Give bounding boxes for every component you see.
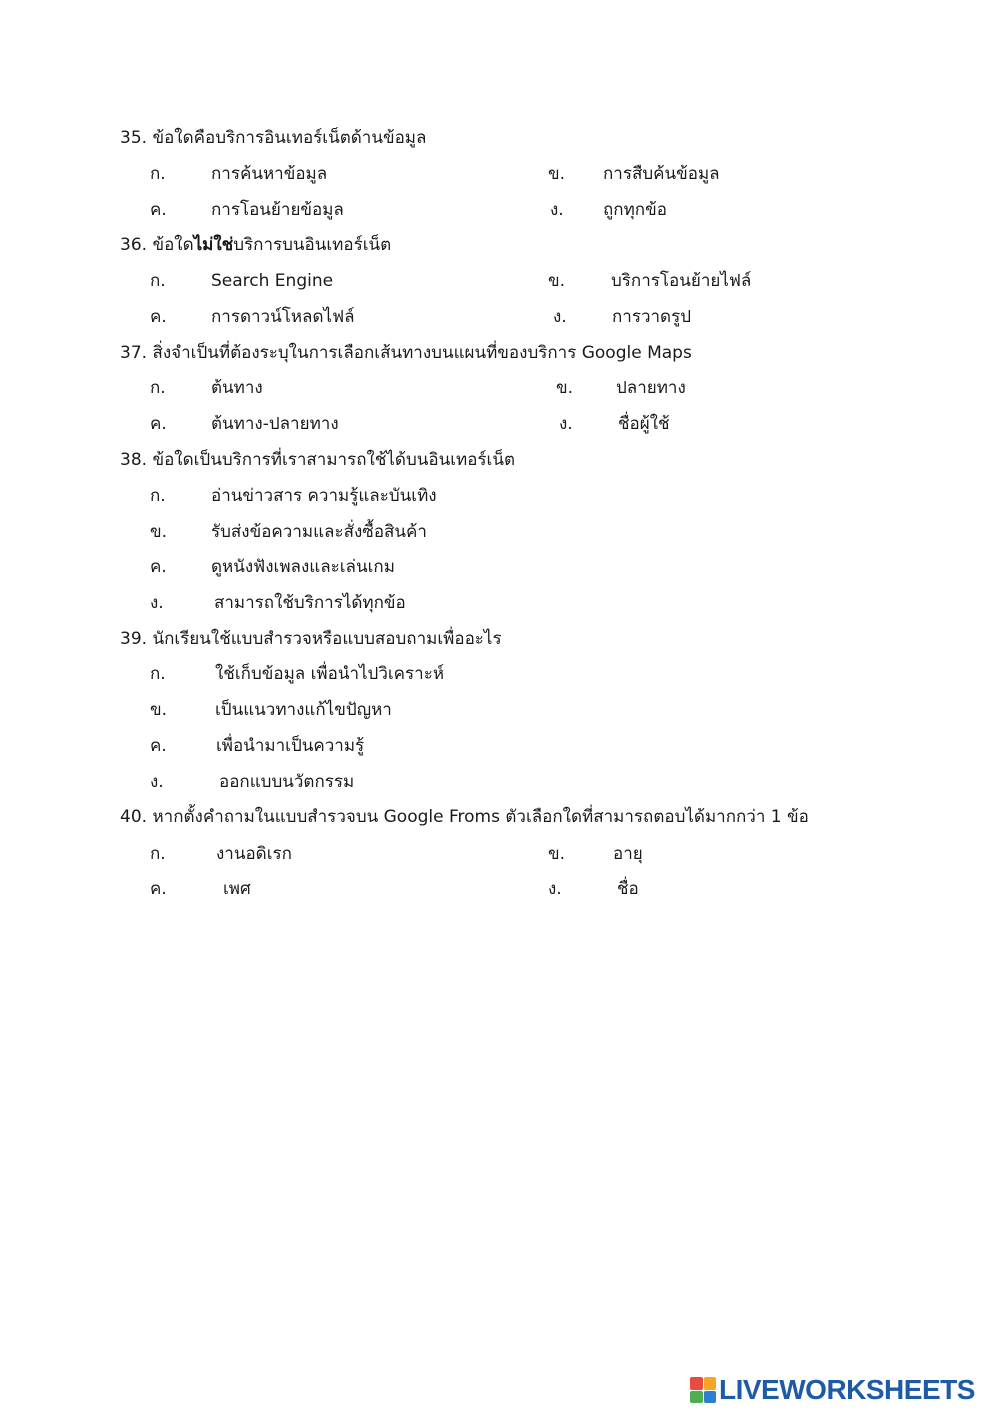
option-label: ข. xyxy=(548,271,566,291)
option-label: ง. xyxy=(559,414,573,434)
question-35: 35. ข้อใดคือบริการอินเทอร์เน็ตด้านข้อมูล xyxy=(120,128,427,148)
option-text: การดาวน์โหลดไฟล์ xyxy=(211,307,355,327)
option-label: ง. xyxy=(150,772,164,792)
option-text: ชื่อ xyxy=(617,879,639,899)
option-text: การวาดรูป xyxy=(612,307,692,327)
option-label: ข. xyxy=(150,522,168,542)
option-label: ง. xyxy=(150,593,164,613)
option-text: การค้นหาข้อมูล xyxy=(211,164,328,184)
option-text: บริการโอนย้ายไฟล์ xyxy=(611,271,752,291)
option-text: การสืบค้นข้อมูล xyxy=(603,164,720,184)
option-text: เพื่อนำมาเป็นความรู้ xyxy=(216,736,365,756)
option-label: ก. xyxy=(150,844,166,864)
option-text: ดูหนังฟังเพลงและเล่นเกม xyxy=(211,557,395,577)
liveworksheets-logo xyxy=(690,1374,975,1406)
option-text: เพศ xyxy=(223,879,251,899)
option-text: เป็นแนวทางแก้ไขปัญหา xyxy=(215,700,392,720)
option-label: ค. xyxy=(150,879,167,899)
option-label: ค. xyxy=(150,736,167,756)
option-label: ข. xyxy=(548,164,566,184)
option-label: ก. xyxy=(150,164,166,184)
option-label: ก. xyxy=(150,271,166,291)
question-40: 40. หากตั้งคำถามในแบบสำรวจบน Google Froms ตัวเลือกใดที่สามารถตอบได้มากกว่า 1 ข้อ xyxy=(120,807,809,827)
option-label: ข. xyxy=(548,844,566,864)
option-text: รับส่งข้อความและสั่งซื้อสินค้า xyxy=(211,522,427,542)
option-label: ค. xyxy=(150,414,167,434)
option-label: ง. xyxy=(548,879,562,899)
option-label: ก. xyxy=(150,664,166,684)
option-text: ปลายทาง xyxy=(616,378,686,398)
option-text: ต้นทาง xyxy=(211,378,263,398)
option-label: ง. xyxy=(553,307,567,327)
option-text: งานอดิเรก xyxy=(216,844,292,864)
question-37: 37. สิ่งจำเป็นที่ต้องระบุในการเลือกเส้นทางบนแผนที่ของบริการ Google Maps xyxy=(120,343,692,363)
option-text: ถูกทุกข้อ xyxy=(603,200,667,220)
option-text: ออกแบบนวัตกรรม xyxy=(219,772,355,792)
option-text: ใช้เก็บข้อมูล เพื่อนำไปวิเคราะห์ xyxy=(215,664,445,684)
option-text: อ่านข่าวสาร ความรู้และบันเทิง xyxy=(211,486,437,506)
option-label: ค. xyxy=(150,200,167,220)
option-text: ต้นทาง-ปลายทาง xyxy=(211,414,339,434)
option-label: ค. xyxy=(150,307,167,327)
question-38: 38. ข้อใดเป็นบริการที่เราสามารถใช้ได้บนอินเทอร์เน็ต xyxy=(120,450,516,470)
option-text: สามารถใช้บริการได้ทุกข้อ xyxy=(214,593,406,613)
brand-name: LIVEWORKSHEETS xyxy=(719,1374,975,1405)
option-text: Search Engine xyxy=(211,271,334,291)
option-label: ข. xyxy=(150,700,168,720)
option-text: อายุ xyxy=(613,844,643,864)
option-text: การโอนย้ายข้อมูล xyxy=(211,200,344,220)
option-label: ก. xyxy=(150,378,166,398)
option-label: ค. xyxy=(150,557,167,577)
liveworksheets-mark-icon xyxy=(690,1377,716,1403)
question-39: 39. นักเรียนใช้แบบสำรวจหรือแบบสอบถามเพื่ออะไร xyxy=(120,629,502,649)
option-label: ก. xyxy=(150,486,166,506)
option-label: ข. xyxy=(556,378,574,398)
option-text: ชื่อผู้ใช้ xyxy=(618,414,670,434)
question-36: 36. ข้อใดไม่ใช่บริการบนอินเทอร์เน็ต xyxy=(120,235,392,255)
option-label: ง. xyxy=(550,200,564,220)
